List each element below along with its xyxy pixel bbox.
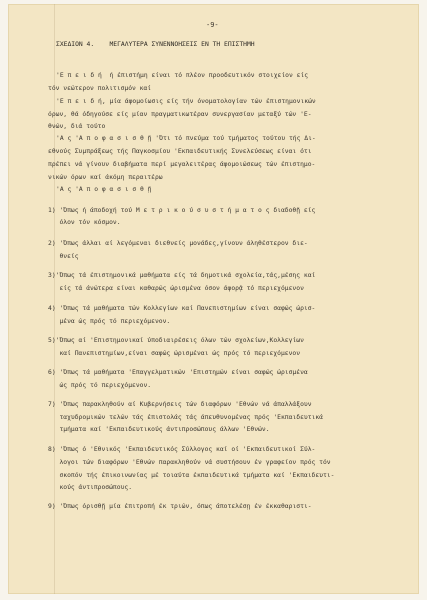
text-line: 9) 'Όπως όρισθῇ μία έπιτροπή έκ τριών, όπως άποτελέσῃ έν έκκαθαριστι- <box>48 503 312 510</box>
text-line: 1) 'Όπως ή άποδοχή τού Μ ε τ ρ ι κ ο ύ σ υ σ τ ή μ α τ ο ς διαδοθῇ είς <box>48 207 316 214</box>
text-line: 'Α ς 'Α π ο φ α σ ι σ θ ῇ <box>56 186 152 193</box>
text-line: 'Ε π ε ι δ ή ή έπιστήμη είναι τό πλέον προοδευτικόν στοιχείον είς <box>56 72 309 79</box>
text-line: 2) 'Όπως άλλαι αί λεγόμεναι διεθνείς μονάδες,γίνουν άληθέστερον διε- <box>48 240 308 247</box>
text-line: τόν νεώτερον πολιτισμόν καί <box>48 85 152 92</box>
text-line: θνών, διά τούτο <box>48 123 106 130</box>
text-line: 3)'Όπως τά έπιστημονικά μαθήματα είς τά δημοτικά σχολεία,τάς,μέσης καί <box>48 272 316 279</box>
text-line: καί Πανεπιστημίων,είναι σαφώς ώρισμέναι ώς πρός τό περιεχόμενον <box>48 350 301 357</box>
text-line: είς τά άνώτερα είναι καθαρώς ώρισμένα όσον άφορᾷ τό περιεχόμενον <box>48 285 304 292</box>
text-line: σκοπόν τής έπικοινωνίας μέ τοιαύτα έκπαιδευτικά τμήματα καί 'Εκπαιδευτι- <box>48 472 335 479</box>
text-line: 4) 'Όπως τά μαθήματα τών Κολλεγίων καί Πανεπιστημίων είναι σαφώς ώρισ- <box>48 305 316 312</box>
text-line: όρων, θά όδηγούσε είς μίαν πραγματικωτέραν συνεργασίαν μεταξύ τών 'Ε- <box>48 111 312 118</box>
section-heading: ΣΧΕΔΙΟΝ 4. ΜΕΓΑΛΥΤΕΡΑ ΣΥΝΕΝΝΟΗΣΕΙΣ ΕΝ ΤΗ ΕΠΙΣΤΗΜΗ <box>56 41 255 48</box>
text-line: 6) 'Όπως τά μαθήματα 'Επαγγελματικών 'Επιστημών είναι σαφώς ώρισμένα <box>48 369 308 376</box>
text-line: κούς άντιπροσώπους. <box>48 484 133 491</box>
text-line: όλον τόν κόσμον. <box>48 219 121 226</box>
text-line: 8) 'Όπως ό 'Εθνικός 'Εκπαιδευτικός Σύλλογος καί οί 'Εκπαιδευτικοί Σύλ- <box>48 446 316 453</box>
text-line: 'Α ς 'Α π ο φ α σ ι σ θ ῇ 'Ότι τό πνεύμα τού τμήματος τούτου τής Δι- <box>56 135 316 142</box>
text-line: πρέπει νά γίνουν διαβήματα περί μεγαλειτέρας άφομοιώσεως τών έπιστημο- <box>48 161 316 168</box>
text-line: 7) 'Όπως παρακληθούν αί Κυβερνήσεις τών διαφόρων 'Εθνών νά άπαλλάξουν <box>48 401 312 408</box>
text-line: ταχυδρομικών τελών τάς έπιστολάς τάς άπευθυνομένας πρός 'Εκπαιδευτικά <box>48 414 323 421</box>
document-page <box>8 4 419 594</box>
text-line: εθνούς Συμπράξεως τής Παγκοσμίου 'Εκπαιδευτικής Συνελεύσεως είναι ότι <box>48 148 312 155</box>
text-line: ώς πρός τό περιεχόμενον. <box>48 382 152 389</box>
text-line: νικών όρων καί άκόμη περαιτέρω <box>48 174 163 181</box>
text-line: 'Ε π ε ι δ ή, μία άφομοίωσις είς τήν όνοματολογίαν τών έπιστημονικών <box>56 98 316 105</box>
text-line: λογοι τών διαφόρων 'Εθνών παρακληθούν νά συστήσουν έν γραφείον πρός τόν <box>48 459 331 466</box>
text-line: 5)'Όπως αί 'Επιστημονικαί ύποδιαιρέσεις όλων τών σχολείων,Κολλεγίων <box>48 337 304 344</box>
text-line: θνείς <box>48 253 79 260</box>
page-number: -9- <box>206 21 219 29</box>
text-line: μένα ώς πρός τό περιεχόμενον. <box>48 318 171 325</box>
text-line: τμήματα καί 'Εκπαιδευτικούς άντιπροσώπους άλλων 'Εθνών. <box>48 426 270 433</box>
